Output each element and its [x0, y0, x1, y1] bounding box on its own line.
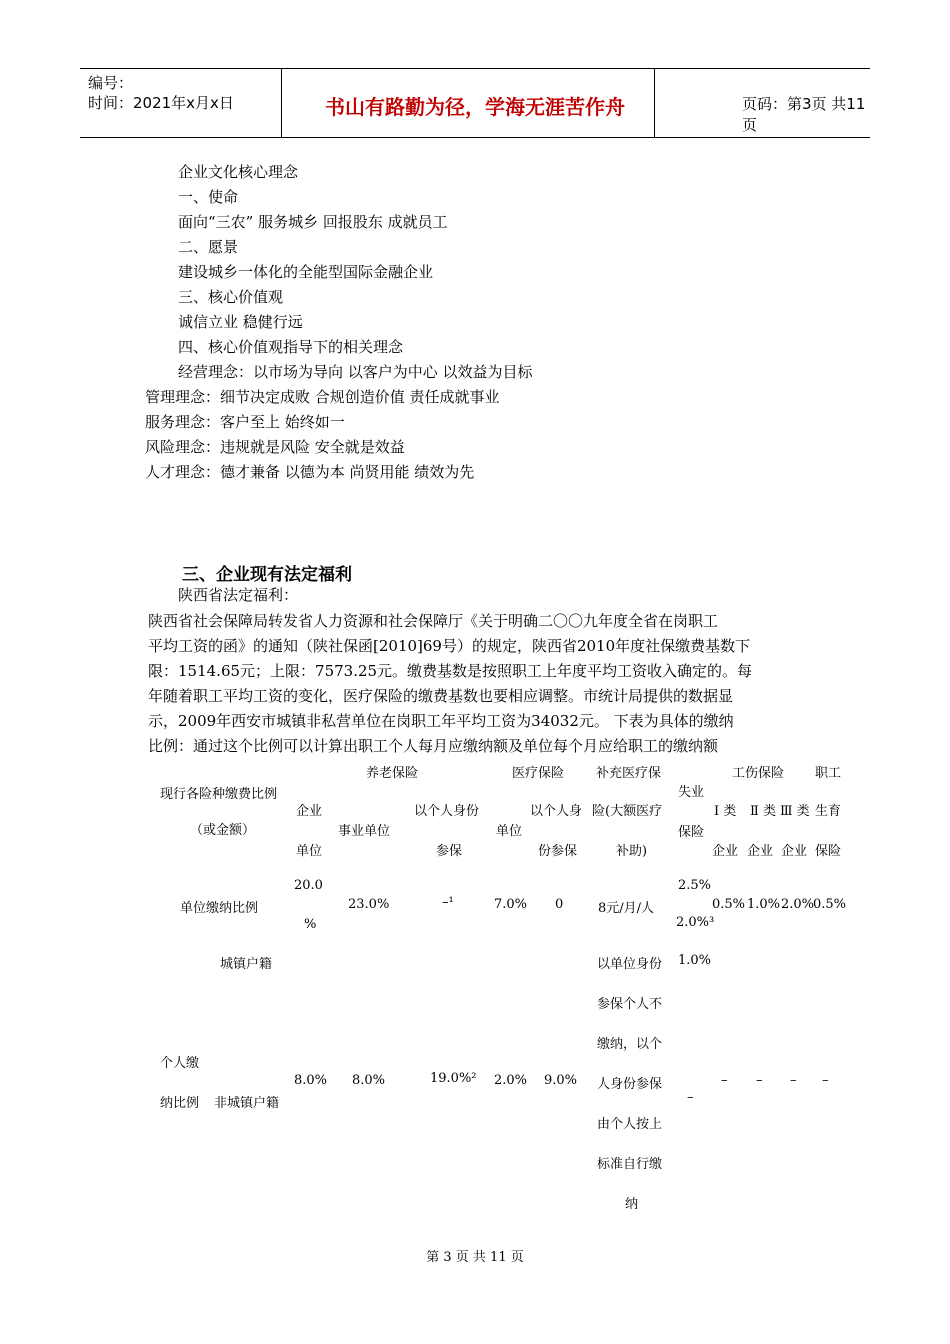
concept-line: 管理理念：细节决定成败 合规创造价值 责任成就事业 [145, 388, 500, 406]
table-rowhead: 现行各险种缴费比例 [160, 787, 278, 802]
table-header-cell: 补助) [616, 844, 648, 859]
table-cell: % [304, 917, 317, 932]
table-cell: 0.5% [712, 897, 746, 912]
page-header [80, 68, 870, 138]
paragraph-line: 比例：通过这个比例可以计算出职工个人每月应缴纳额及单位每个月应给职工的缴纳额 [148, 737, 719, 755]
table-cell: 纳 [625, 1197, 639, 1212]
table-row-label: 城镇户籍 [220, 957, 273, 972]
table-cell: 由个人按上 [597, 1117, 663, 1132]
culture-line: 三、核心价值观 [178, 288, 284, 306]
table-cell: –¹ [442, 895, 454, 910]
document-time-label: 时间：2021年x月x日 [88, 94, 234, 112]
table-cell: 2.0%³ [676, 915, 715, 930]
culture-line: 二、愿景 [178, 238, 239, 256]
table-row-label: 非城镇户籍 [214, 1096, 280, 1111]
table-cell: 以单位身份 [597, 957, 663, 972]
table-cell: 1.0% [747, 897, 781, 912]
table-header-pension: 养老保险 [366, 766, 419, 781]
table-row-label: 个人缴 [160, 1056, 200, 1071]
table-cell: – [687, 1090, 694, 1105]
table-header-cell: 企业 [712, 844, 739, 859]
table-header-injury: 工伤保险 [732, 766, 785, 781]
table-cell: 8元/月/人 [598, 901, 655, 916]
table-row-label: 纳比例 [160, 1096, 200, 1111]
paragraph-line: 年随着职工平均工资的变化，医疗保险的缴费基数也要相应调整。市统计局提供的数据显 [148, 687, 734, 705]
table-cell: 8.0% [294, 1073, 328, 1088]
table-header-cell: 单位 [496, 824, 523, 839]
header-motto: 书山有路勤为径，学海无涯苦作舟 [325, 95, 625, 119]
table-cell: – [756, 1073, 763, 1088]
table-cell: 0 [555, 897, 564, 912]
table-header-cell: 以个人身份 [414, 804, 480, 819]
table-cell: 8.0% [352, 1073, 386, 1088]
table-cell: 1.0% [678, 953, 712, 968]
culture-line: 建设城乡一体化的全能型国际金融企业 [178, 263, 434, 281]
table-header-cell: 险(大额医疗 [592, 804, 663, 819]
table-cell: 2.5% [678, 878, 712, 893]
table-cell: 2.0% [781, 897, 815, 912]
table-cell: 缴纳，以个 [597, 1037, 663, 1052]
table-header-cell: Ⅰ 类 [714, 804, 737, 819]
table-header-cell: 生育 [815, 804, 842, 819]
table-cell: 23.0% [348, 897, 390, 912]
table-header-cell: Ⅱ 类 [750, 804, 776, 819]
paragraph-line: 平均工资的函》的通知（陕社保函[2010]69号）的规定，陕西省2010年度社保缴费基数下 [148, 637, 751, 655]
header-page-info: 页码：第3页 共11页 [742, 95, 866, 134]
table-cell: 参保个人不 [597, 997, 663, 1012]
paragraph-line: 示，2009年西安市城镇非私营单位在岗职工年平均工资为34032元。 下表为具体的缴纳 [148, 712, 734, 730]
culture-line: 诚信立业 稳健行远 [178, 313, 303, 331]
header-divider [654, 69, 655, 137]
table-header-cell: 参保 [436, 844, 463, 859]
section-paragraph [148, 609, 808, 759]
table-cell: – [721, 1073, 728, 1088]
paragraph-line: 陕西省社会保障局转发省人力资源和社会保障厅《关于明确二〇〇九年度全省在岗职工 [148, 612, 719, 630]
culture-line: 企业文化核心理念 [178, 163, 299, 181]
concept-line: 人才理念：德才兼备 以德为本 尚贤用能 绩效为先 [145, 463, 475, 481]
table-header-cell: 企业 [781, 844, 808, 859]
section-title: 三、企业现有法定福利 [182, 565, 352, 585]
table-rowhead: （或金额） [190, 823, 256, 838]
concept-line: 服务理念：客户至上 始终如一 [145, 413, 345, 431]
table-header-cell: 单位 [296, 844, 323, 859]
table-cell: 人身份参保 [597, 1077, 663, 1092]
table-header-supplementary: 补充医疗保 [596, 766, 662, 781]
culture-line: 经营理念：以市场为导向 以客户为中心 以效益为目标 [178, 363, 533, 381]
table-header-cell: 事业单位 [338, 824, 391, 839]
paragraph-line: 限：1514.65元；上限：7573.25元。缴费基数是按照职工上年度平均工资收入确定的。每 [148, 662, 753, 680]
table-header-maternity: 职工 [815, 766, 842, 781]
page-footer: 第 3 页 共 11 页 [426, 1250, 524, 1265]
table-cell: 标准自行缴 [597, 1157, 663, 1172]
table-cell: – [822, 1073, 829, 1088]
table-cell: 19.0%² [430, 1071, 477, 1086]
table-cell: 20.0 [294, 878, 323, 893]
table-cell: 7.0% [494, 897, 528, 912]
table-cell: 0.5% [813, 897, 847, 912]
table-header-cell: 企业 [747, 844, 774, 859]
table-row-label: 单位缴纳比例 [180, 901, 259, 916]
table-header-cell: Ⅲ 类 [780, 804, 810, 819]
table-cell: 2.0% [494, 1073, 528, 1088]
concept-line: 风险理念：违规就是风险 安全就是效益 [145, 438, 405, 456]
section-subtitle: 陕西省法定福利： [178, 586, 299, 604]
document-number-label: 编号： [88, 74, 134, 92]
table-header-cell: 保险 [815, 844, 842, 859]
culture-line: 面向“三农” 服务城乡 回报股东 成就员工 [178, 213, 448, 231]
table-header-medical: 医疗保险 [512, 766, 565, 781]
table-header-cell: 企业 [296, 804, 323, 819]
culture-line: 四、核心价值观指导下的相关理念 [178, 338, 404, 356]
culture-line: 一、使命 [178, 188, 239, 206]
table-cell: – [790, 1073, 797, 1088]
table-header-cell: 份参保 [538, 844, 578, 859]
table-header-cell: 保险 [678, 825, 705, 840]
table-header-cell: 以个人身 [530, 804, 583, 819]
table-header-unemployment: 失业 [678, 785, 705, 800]
table-cell: 9.0% [544, 1073, 578, 1088]
